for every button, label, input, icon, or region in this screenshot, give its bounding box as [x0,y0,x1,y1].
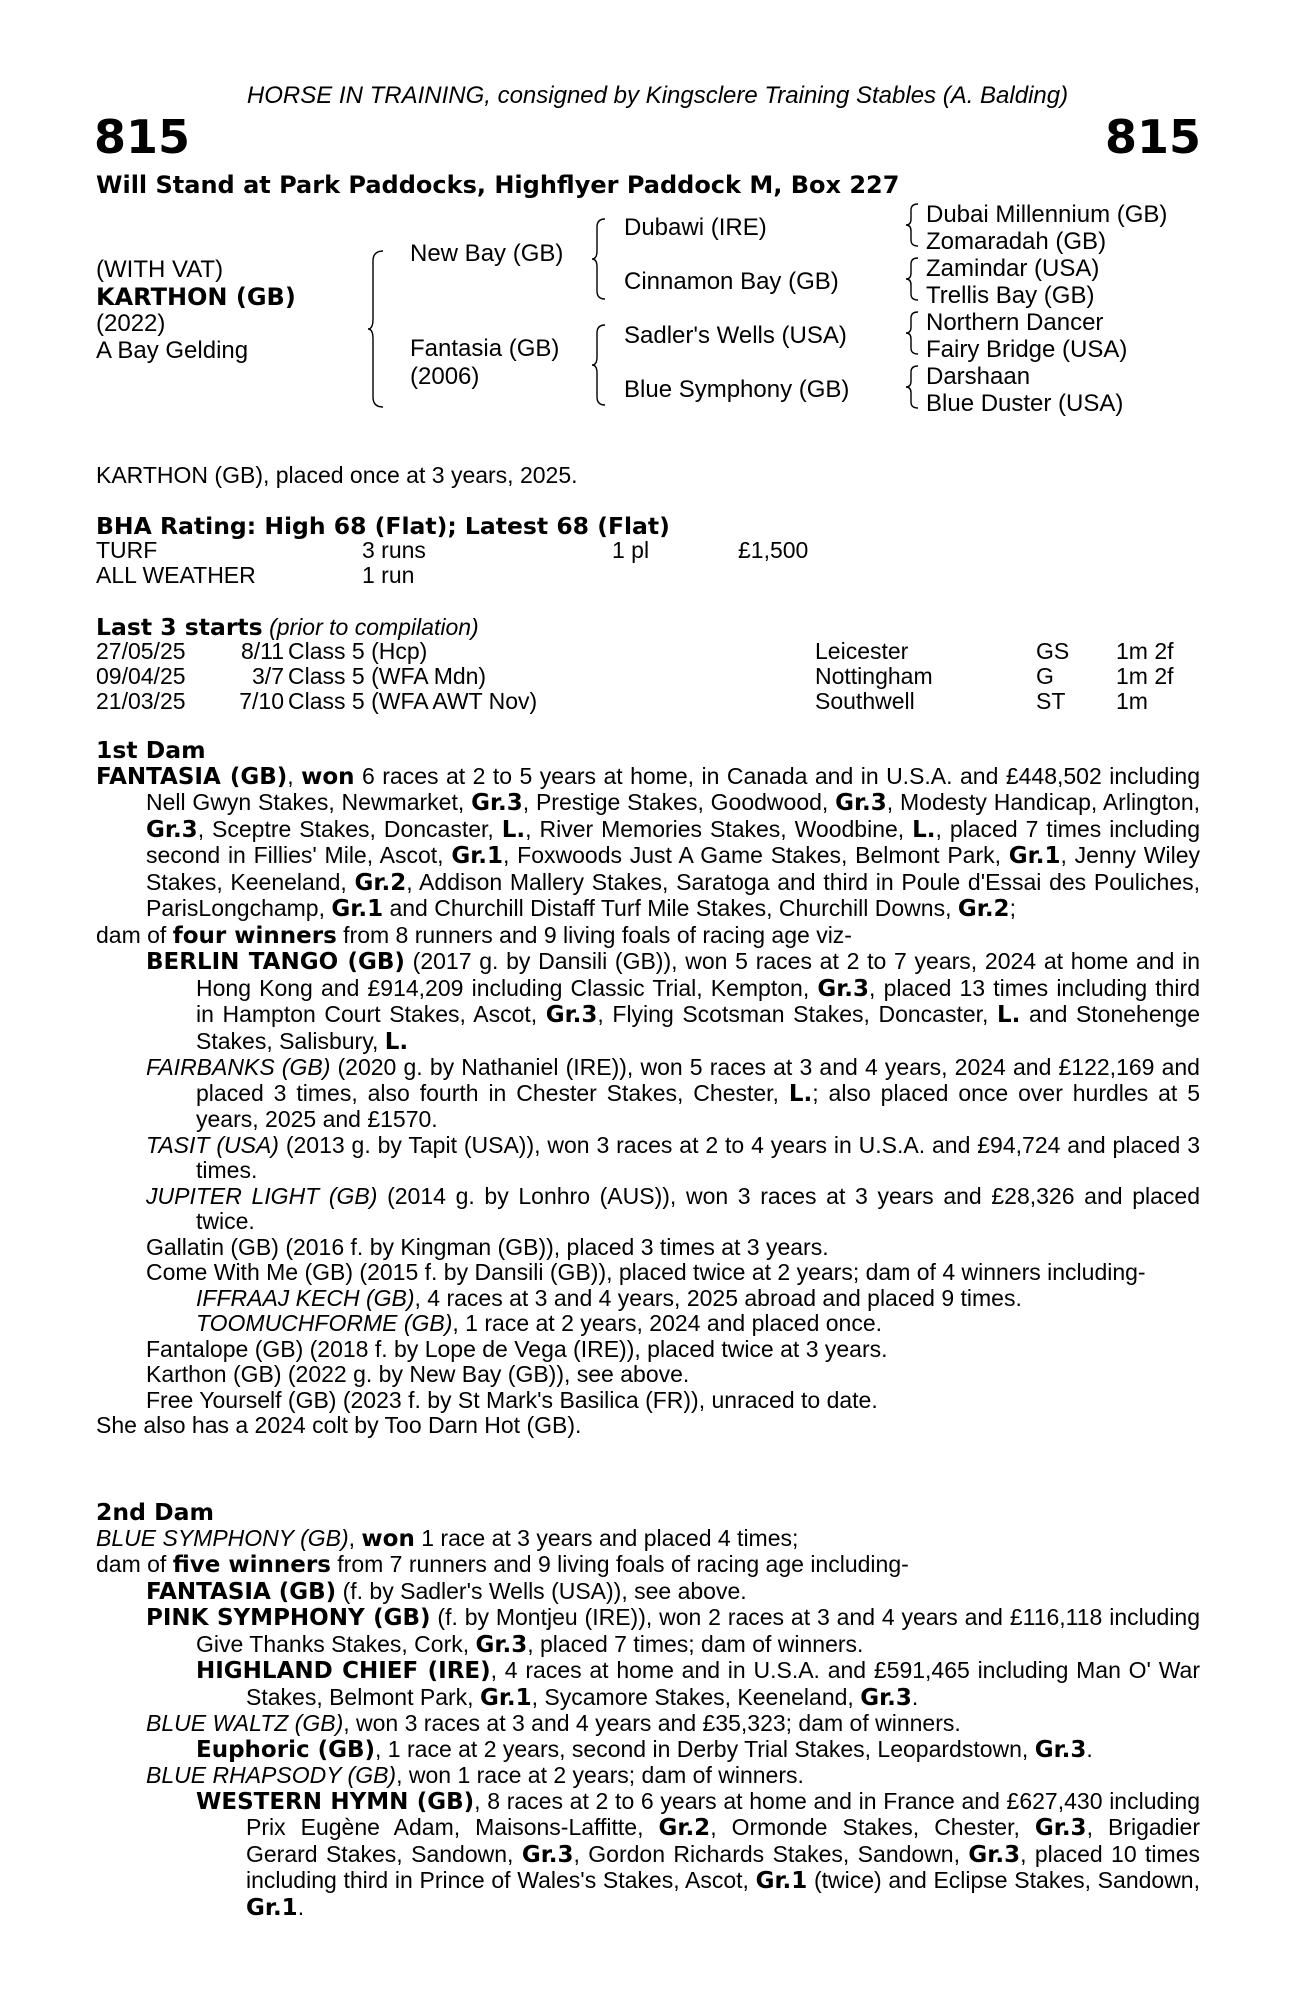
ggp-8: Blue Duster (USA) [926,390,1124,417]
first-dam-section [96,738,1200,1439]
first-dam-record: FANTASIA (GB), won 6 races at 2 to 5 years at home, in Canada and in U.S.A. and £448,502 including Nell Gwyn Stakes, Newmarket, Gr.3, Prestige Stakes, Goodwood, Gr.3, Modesty Handicap, Arlington, Gr.3, Sceptre Stakes, Doncaster, L., River Memories Stakes, Woodbine, L., placed 7 times including second in Fillies' Mile, Ascot, Gr.1, Foxwoods Just A Game Stakes, Belmont Park, Gr.1, Jenny Wiley Stakes, Keeneland, Gr.2, Addison Mallery Stakes, Saratoga and third in Poule d'Essai des Pouliches, ParisLongchamp, Gr.1 and Churchill Distaff Turf Mile Stakes, Churchill Downs, Gr.2; [96,762,1201,922]
start-course: Nottingham [815,663,933,689]
bha-rating-heading: BHA Rating: High 68 (Flat); Latest 68 (Flat) [96,512,670,540]
start-distance: 1m 2f [1116,663,1174,689]
produce-come-with-me: Come With Me (GB) (2015 f. by Dansili (GB)), placed twice at 2 years; dam of 4 winners including- [146,1259,1146,1285]
rating-runs: 1 run [362,562,415,588]
race-summary: KARTHON (GB), placed once at 3 years, 2025. [96,462,578,488]
rating-placed: 1 pl [612,537,650,563]
ggp-7: Darshaan [926,363,1031,390]
first-dam-heading: 1st Dam [96,736,206,764]
second-dam-section [96,1500,1200,1921]
produce-note: She also has a 2024 colt by Too Darn Hot (GB). [96,1412,582,1438]
horse-year: (2022) [96,310,166,337]
produce-fantalope: Fantalope (GB) (2018 f. by Lope de Vega (IRE)), placed twice at 3 years. [146,1335,888,1362]
start-position: 8/11 [240,638,284,664]
produce-pink-symphony: PINK SYMPHONY (GB) (f. by Montjeu (IRE)), won 2 races at 3 and 4 years and £116,118 including Give Thanks Stakes, Cork, Gr.3, placed 7 times; dam of winners. [146,1604,1200,1658]
produce-blue-waltz: BLUE WALTZ (GB), won 3 races at 3 and 4 years and £35,323; dam of winners. [146,1710,961,1736]
second-dam-record: BLUE SYMPHONY (GB), won 1 race at 3 years and placed 4 times; [96,1524,799,1552]
start-position: 7/10 [239,688,284,714]
last-starts-heading [96,613,479,641]
rating-runs: 3 runs [362,537,426,563]
ggp-6: Fairy Bridge (USA) [926,336,1128,363]
sire-bracket [592,217,608,301]
second-dam-produce-intro: dam of five winners from 7 runners and 9 living foals of racing age including- [96,1551,909,1578]
first-dam-produce-intro: dam of four winners from 8 runners and 9 living foals of racing age viz- [96,921,852,949]
last-starts-title: Last 3 starts [96,613,263,641]
vat-label: (WITH VAT) [96,256,224,283]
produce-berlin-tango: BERLIN TANGO (GB) (2017 g. by Dansili (GB)), won 5 races at 2 to 7 years, 2024 at home and in Hong Kong and £914,209 including Classic Trial, Kempton, Gr.3, placed 13 times including third in Hampton Court Stakes, Ascot, Gr.3, Flying Scotsman Stakes, Doncaster, L. and Stonehenge Stakes, Salisbury, L. [146,948,1201,1055]
produce-tasit: TASIT (USA) (2013 g. by Tapit (USA)), won 3 races at 2 to 4 years in U.S.A. and £94,724 and placed 3 times. [146,1131,1200,1183]
produce-free-yourself: Free Yourself (GB) (2023 f. by St Mark's Basilica (FR)), unraced to date. [146,1386,878,1413]
dam-name: FANTASIA (GB) [96,763,288,790]
start-date: 09/04/25 [96,663,186,689]
grandproduce-euphoric: Euphoric (GB), 1 race at 2 years, second in Derby Trial Stakes, Leopardstown, Gr.3. [196,1735,1093,1763]
dam-dam: Blue Symphony (GB) [624,376,850,403]
grandproduce-toomuchforme: TOOMUCHFORME (GB), 1 race at 2 years, 2024 and placed once. [196,1310,883,1336]
start-course: Leicester [815,638,909,664]
dam-bracket [592,323,608,407]
sire: New Bay (GB) [410,240,564,267]
ggp-1: Dubai Millennium (GB) [926,201,1168,228]
ggp-3: Zamindar (USA) [926,255,1100,282]
rating-prize: £1,500 [738,537,809,563]
start-race: Class 5 (WFA Mdn) [288,663,487,689]
start-going: G [1036,663,1054,689]
produce-jupiter-light: JUPITER LIGHT (GB) (2014 g. by Lonhro (AUS)), won 3 races at 3 years and £28,326 and placed twice. [146,1182,1200,1234]
bracket-sd [906,256,920,302]
dam-year: (2006) [410,363,480,390]
start-distance: 1m 2f [1116,638,1174,664]
bracket-ss [906,202,920,248]
ggp-2: Zomaradah (GB) [926,228,1107,255]
ggp-5: Northern Dancer [926,309,1104,336]
horse-name: KARTHON (GB) [96,283,296,311]
grandproduce-western-hymn: WESTERN HYMN (GB), 8 races at 2 to 6 years at home and in France and £627,430 including Prix Eugène Adam, Maisons-Laffitte, Gr.2, Ormonde Stakes, Chester, Gr.3, Brigadier Gerard Stakes, Sandown, Gr.3, Gordon Richards Stakes, Sandown, Gr.3, placed 10 times including third in Prince of Wales's Stakes, Ascot, Gr.1 (twice) and Eclipse Stakes, Sandown, Gr.1. [196,1787,1201,1921]
dam: Fantasia (GB) [410,335,560,362]
lot-number-right: 815 [1104,110,1201,164]
start-position: 3/7 [252,663,284,689]
start-date: 21/03/25 [96,688,186,714]
start-course: Southwell [815,688,915,714]
pedigree-bracket-main [368,249,388,409]
produce-fairbanks: FAIRBANKS (GB) (2020 g. by Nathaniel (IRE)), won 5 races at 3 and 4 years, 2024 and £122,169 and placed 3 times, also fourth in Chester Stakes, Chester, L.; also placed once over hurdles at 5 years, 2025 and £1570. [146,1054,1200,1132]
dam-sire: Sadler's Wells (USA) [624,322,847,349]
rating-surface: ALL WEATHER [96,562,256,588]
start-distance: 1m [1116,688,1148,714]
bracket-ds [906,310,920,356]
start-race: Class 5 (Hcp) [288,638,428,664]
consignor-line: HORSE IN TRAINING, consigned by Kingsclere Training Stables (A. Balding) [246,82,1069,109]
grandproduce-iffraaj-kech: IFFRAAJ KECH (GB), 4 races at 3 and 4 years, 2025 abroad and placed 9 times. [196,1284,1022,1311]
sire-dam: Cinnamon Bay (GB) [624,268,839,295]
last-starts-note: (prior to compilation) [269,614,479,640]
sire-sire: Dubawi (IRE) [624,214,767,241]
lot-number-left: 815 [94,110,191,164]
produce-blue-rhapsody: BLUE RHAPSODY (GB), won 1 race at 2 years; dam of winners. [146,1762,804,1788]
ggp-4: Trellis Bay (GB) [926,282,1095,309]
horse-description: A Bay Gelding [96,337,249,364]
start-race: Class 5 (WFA AWT Nov) [288,688,538,714]
start-going: GS [1036,638,1070,664]
bracket-dd [906,364,920,410]
grandproduce-highland-chief: HIGHLAND CHIEF (IRE), 4 races at home and in U.S.A. and £591,465 including Man O' War Stakes, Belmont Park, Gr.1, Sycamore Stakes, Keeneland, Gr.3. [196,1657,1201,1711]
second-dam-heading: 2nd Dam [96,1498,214,1526]
produce-fantasia: FANTASIA (GB) (f. by Sadler's Wells (USA)), see above. [146,1577,747,1605]
stand-location: Will Stand at Park Paddocks, Highflyer Paddock M, Box 227 [96,171,900,199]
start-going: ST [1036,688,1066,714]
produce-gallatin: Gallatin (GB) (2016 f. by Kingman (GB)), placed 3 times at 3 years. [146,1233,829,1260]
rating-surface: TURF [96,537,158,563]
start-date: 27/05/25 [96,638,186,664]
produce-karthon: Karthon (GB) (2022 g. by New Bay (GB)), see above. [146,1361,690,1387]
